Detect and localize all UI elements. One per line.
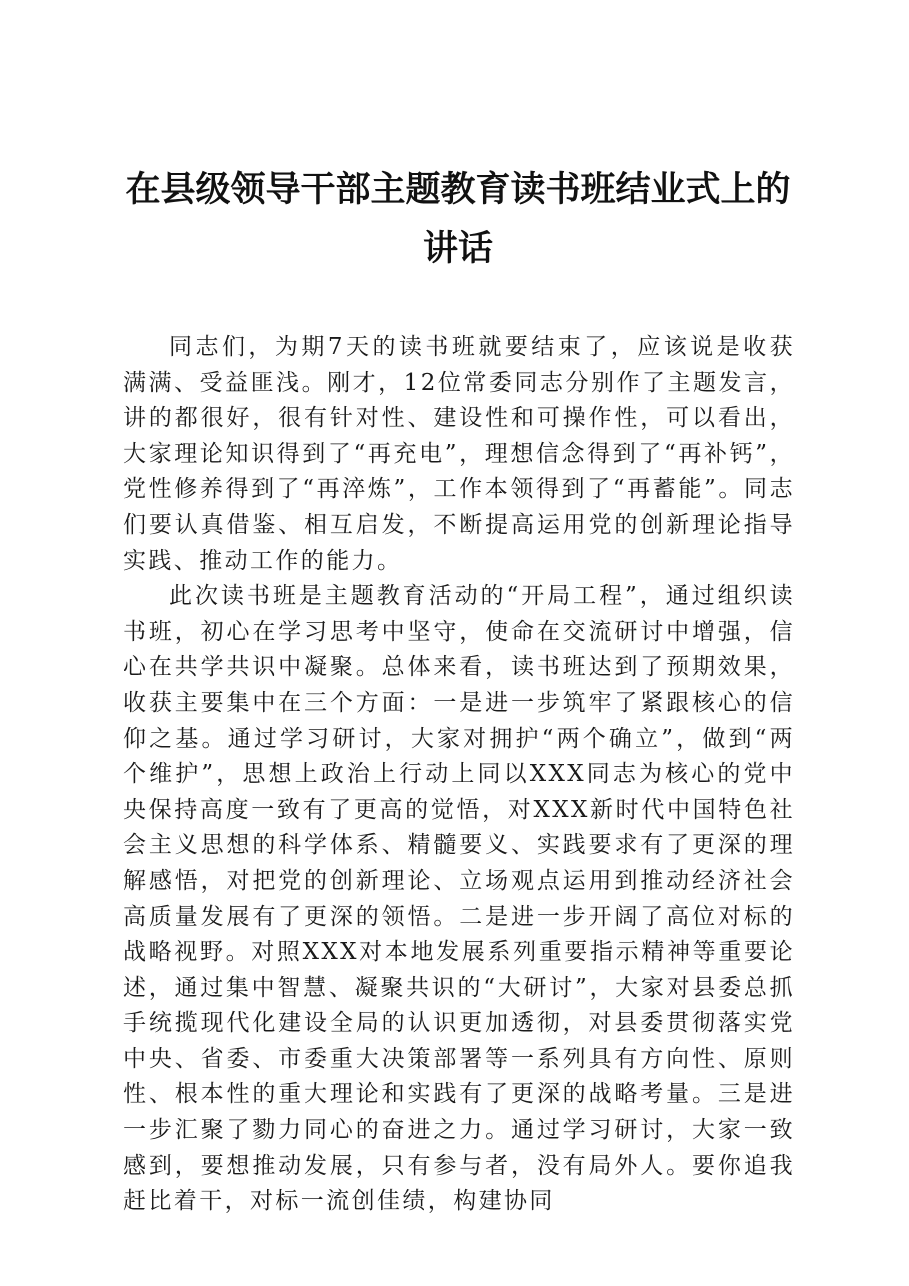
document-body [123, 330, 795, 1220]
body-paragraph-1: 同志们，为期7天的读书班就要结束了，应该说是收获满满、受益匪浅。刚才，12位常委同志分别作了主题发言，讲的都很好，很有针对性、建设性和可操作性，可以看出，大家理论知识得到了“再充电”，理想信念得到了“再补钙”，党性修养得到了“再淬炼”，工作本领得到了“再蓄能”。同志们要认真借鉴、相互启发，不断提高运用党的创新理论指导实践、推动工作的能力。 [123, 334, 795, 574]
body-paragraph-2: 此次读书班是主题教育活动的“开局工程”，通过组织读书班，初心在学习思考中坚守，使命在交流研讨中增强，信心在共学共识中凝聚。总体来看，读书班达到了预期效果，收获主要集中在三个方面：一是进一步筑牢了紧跟核心的信仰之基。通过学习研讨，大家对拥护“两个确立”，做到“两个维护”，思想上政治上行动上同以XXX同志为核心的党中央保持高度一致有了更高的觉悟，对XXX新时代中国特色社会主义思想的科学体系、精髓要义、实践要求有了更深的理解感悟，对把党的创新理论、立场观点运用到推动经济社会高质量发展有了更深的领悟。二是进一步开阔了高位对标的战略视野。对照XXX对本地发展系列重要指示精神等重要论述，通过集中智慧、凝聚共识的“大研讨”，大家对县委总抓手统揽现代化建设全局的认识更加透彻，对县委贯彻落实党中央、省委、市委重大决策部署等一系列具有方向性、原则性、根本性的重大理论和实践有了更深的战略考量。三是进一步汇聚了勠力同心的奋进之力。通过学习研讨，大家一致感到，要想推动发展，只有参与者，没有局外人。要你追我赶比着干，对标一流创佳绩，构建协同 [123, 583, 796, 1215]
document-title: 在县级领导干部主题教育读书班结业式上的讲话 [125, 169, 791, 269]
